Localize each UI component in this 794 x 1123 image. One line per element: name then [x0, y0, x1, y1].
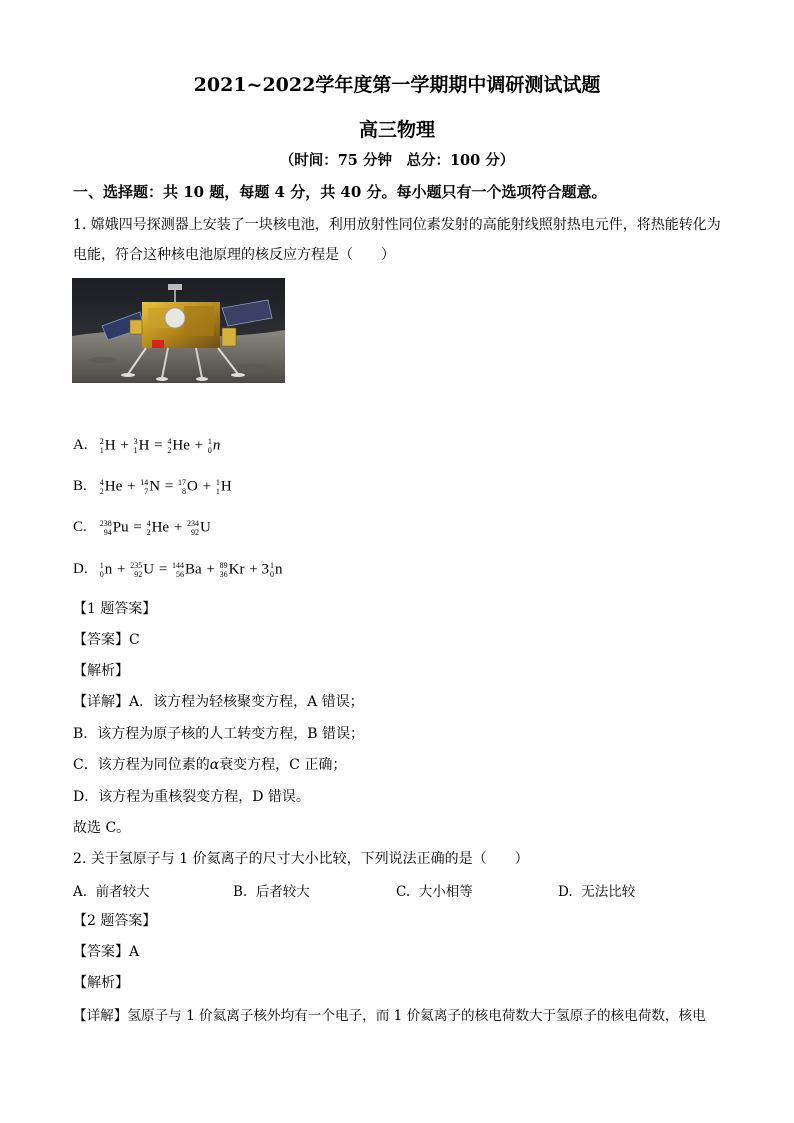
q2-option-d: D. 无法比较 [558, 884, 636, 900]
exam-title: 2021~2022学年度第一学期期中调研测试试题 [193, 74, 601, 96]
q1-option-c: C. 238 94 Pu = 4 2 He + 234 92 U [73, 519, 211, 537]
subject-title: 高三物理 [358, 119, 435, 141]
q1-detail-a: 【详解】A．该方程为轻核聚变方程，A 错误； [73, 694, 364, 710]
q2-answer: 【答案】A [73, 944, 140, 960]
section-heading: 一、选择题：共 10 题，每题 4 分，共 40 分。每小题只有一个选项符合题意。 [73, 183, 607, 201]
q1-stem-line2: 电能，符合这种核电池原理的核反应方程是（ ） [73, 247, 395, 263]
option-label: B. [73, 478, 87, 495]
q2-option-b: B. 后者较大 [233, 884, 310, 900]
option-label: A. [73, 437, 88, 454]
q1-detail-b: B．该方程为原子核的人工转变方程，B 错误； [73, 726, 365, 742]
q1-option-d: D. 1 0 n + 235 92 U = 144 56 Ba + 89 36 Kr + 3 1 0 n [73, 561, 283, 579]
q2-option-a: A. 前者较大 [73, 884, 150, 900]
option-label: C. [73, 519, 87, 536]
lunar-lander-image [72, 278, 285, 383]
q1-answer: 【答案】C [73, 632, 140, 648]
q1-detail-c: C．该方程为同位素的α衰变方程，C 正确； [73, 757, 347, 773]
q2-detail: 【详解】氢原子与 1 价氦离子核外均有一个电子，而 1 价氦离子的核电荷数大于氢原子的核电荷数，核电 [73, 1008, 706, 1024]
q2-stem: 2. 关于氢原子与 1 价氦离子的尺寸大小比较，下列说法正确的是（ ） [73, 851, 529, 867]
q2-answer-header: 【2 题答案】 [73, 913, 157, 929]
q1-option-b: B. 4 2 He + 14 7 N = 17 8 O + 1 1 H [73, 478, 232, 496]
q1-conclusion: 故选 C。 [73, 820, 131, 836]
exam-info: （时间：75 分钟 总分：100 分） [279, 152, 515, 169]
alpha-symbol: α [209, 757, 220, 773]
q1-detail-d: D．该方程为重核裂变方程，D 错误。 [73, 789, 310, 805]
q2-analysis-header: 【解析】 [73, 975, 129, 991]
q1-option-a: A. 2 1 H + 3 1 H = 4 2 He + 1 0 n [73, 437, 221, 455]
q1-stem-line1: 1. 嫦娥四号探测器上安装了一块核电池，利用放射性同位素发射的高能射线照射热电元件，将热能转化为 [73, 217, 721, 233]
q1-answer-header: 【1 题答案】 [73, 601, 157, 617]
option-label: D. [73, 561, 88, 578]
q1-analysis-header: 【解析】 [73, 663, 129, 679]
q2-option-c: C. 大小相等 [396, 884, 473, 900]
